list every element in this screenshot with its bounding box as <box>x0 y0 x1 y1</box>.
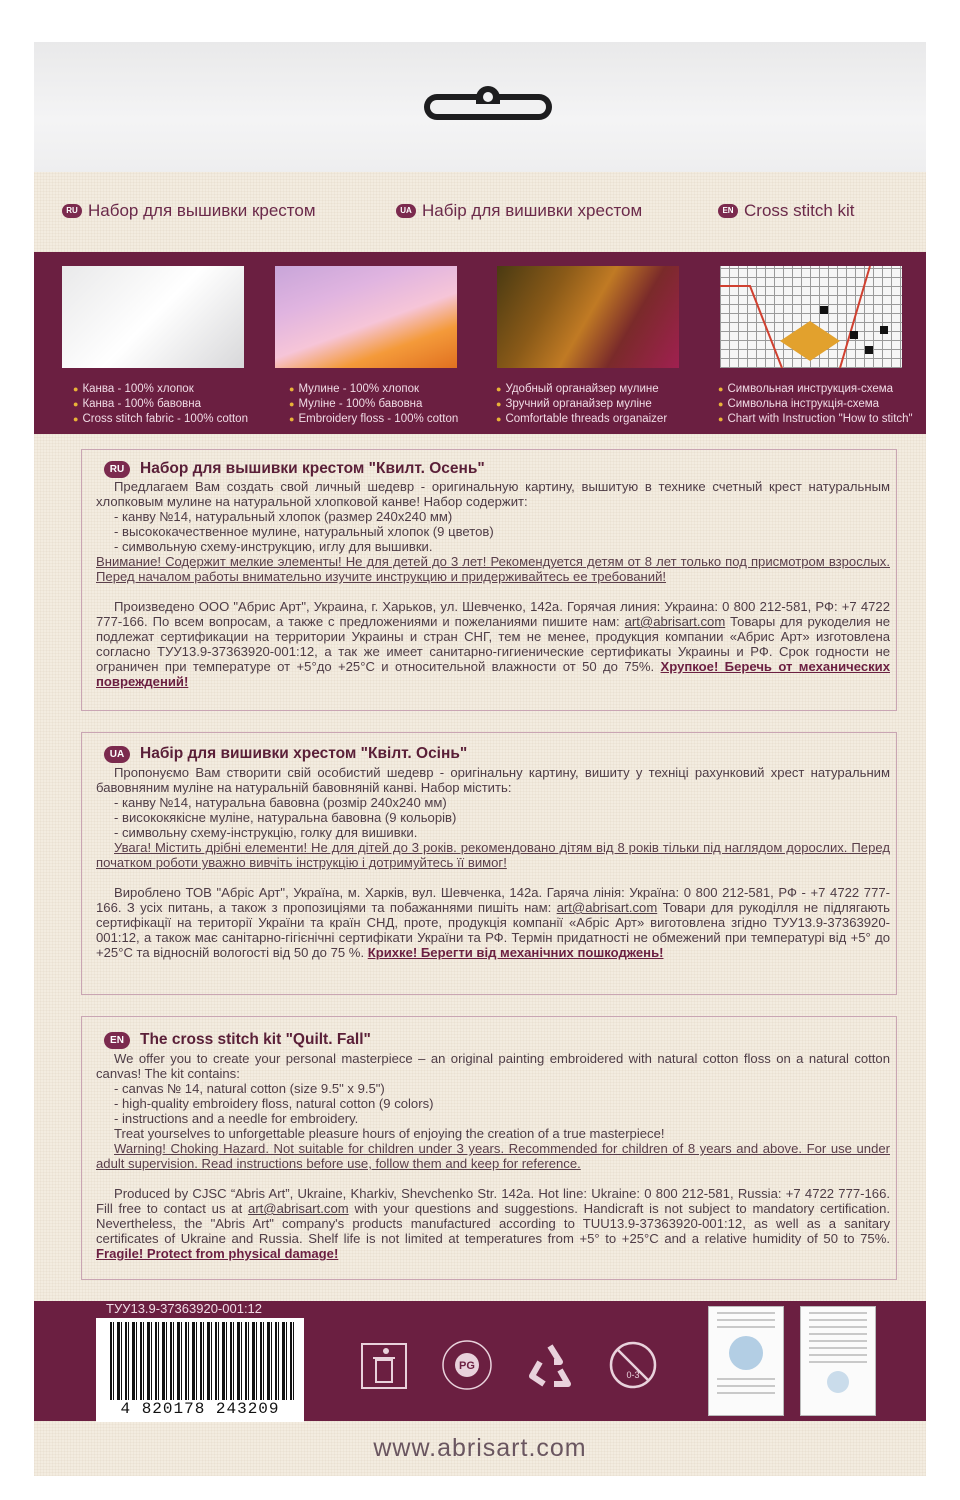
panel-body-ru <box>96 479 890 689</box>
lang-badge-ua: UA <box>396 204 416 218</box>
intro-text: Предлагаем Вам создать свой личный шедевр - оригинальную картину, вышитую в технике счетный крест натуральным хлопковым мулине на натуральной хлопковой канве! Набор содержит: <box>96 479 890 509</box>
intro-text: Пропонуємо Вам створити свій особистий шедевр - оригінальну картину, вишиту у техніці рахунковий хрест натуральним бавовняним муліне на натуральній бавовняній канві. Набор містить: <box>96 765 890 795</box>
lang-badge-ua: UA <box>104 746 130 763</box>
warning-text: Warning! Choking Hazard. Not suitable for children under 3 years. Recommended for children of 8 years and above. For use under adult supervision. Read instructions before use, follow them and keep for reference. <box>96 1141 890 1171</box>
panel-title-ru <box>104 460 485 478</box>
producer-text-a: Produced by CJSC “Abris Art”, Ukraine, Kharkiv, Shevchenko Str. 142a. Hot line: Ukraine: 0 800 212-581, Russia: +7 4722 777-166. Fill free to contact us at <box>96 1186 890 1216</box>
kit-title-ru <box>62 198 316 224</box>
producer-text-b: Товары для рукоделия не подлежат сертификации на территории Украины и стран СНГ, тем не менее, продукция компании «Абрис Арт» изготовлена согласно ТУУ13.9-37363920-001:12, а так же имеет санитарно-гигиенические сертификаты Украины и РФ. Срок годности не ограничен при температуре от +5°до +25°С и относительной влажности от 50 до 75%. <box>96 614 890 674</box>
description-panel-ua <box>81 732 897 995</box>
feature-line: ● Канва - 100% бавовна <box>73 397 248 412</box>
feature-organizer <box>496 382 667 427</box>
feature-floss <box>289 382 458 427</box>
barcode-bars <box>110 1322 296 1400</box>
fragile-warning: Крихке! Берегти від механічних пошкоджень! <box>367 945 664 960</box>
contents-item: - канву №14, натуральна бавовна (розмір 240х240 мм) <box>114 795 447 810</box>
fragile-warning: Fragile! Protect from physical damage! <box>96 1246 339 1261</box>
producer-text-b: with your questions and suggestions. Handicraft is not subject to mandatory certification. Nevertheless, the "Abris Art" company's products manufactured according to TUU13.9-37363920-001:12, as well as a sanitary certificates of Ukraine and Russia. Shelf life is not limited at temperatures from +5° to +25°C and a relative humidity of 50 to 75%. <box>96 1201 890 1246</box>
lang-badge-en: EN <box>104 1032 130 1049</box>
email-link[interactable]: art@abrisart.com <box>556 900 658 915</box>
warning-text: Увага! Містить дрібні елементи! Не для дітей до 3 років. рекомендовано дітям від 8 років тільки під наглядом дорослих. Перед початком роботи уважно вивчіть інструкцію і дотримуйтесь її вимог! <box>96 840 890 870</box>
email-link[interactable]: art@abrisart.com <box>624 614 726 629</box>
producer-text <box>96 885 890 960</box>
organizer-photo <box>497 266 679 368</box>
email-link[interactable]: art@abrisart.com <box>248 1201 349 1216</box>
panel-body-en <box>96 1051 890 1261</box>
feature-line: ● Канва - 100% хлопок <box>73 382 248 397</box>
chart-preview-icon <box>720 266 902 368</box>
fragile-warning: Хрупкое! Беречь от механических повреждений! <box>96 659 890 689</box>
canvas-fabric-photo <box>62 266 244 368</box>
description-panel-en <box>81 1016 897 1280</box>
feature-chart <box>718 382 913 427</box>
feature-line: ● Cross stitch fabric - 100% cotton <box>73 412 248 427</box>
panel-title-ua <box>104 745 467 763</box>
recycling-arrows-icon <box>524 1340 576 1392</box>
feature-line: ● Символьная инструкция-схема <box>718 382 913 397</box>
kit-title-en <box>718 198 855 224</box>
contents-item: - instructions and a needle for embroidery. <box>114 1111 359 1126</box>
panel-title-text: The cross stitch kit "Quilt. Fall" <box>140 1031 371 1048</box>
panel-title-text: Набір для вишивки хрестом "Квілт. Осінь" <box>140 745 468 762</box>
kit-title-ua <box>396 198 642 224</box>
chart-photo <box>720 266 902 368</box>
producer-text-b: Товари для рукоділля не підлягають сертифікації на території України та країн СНД, проте, продукція компанії «Абріс Арт» виготовлена згідно ТУУ13.9-37363920-001:12, а також має санітарно-гігієнічні сертифікати України та РФ. Термін придатності не обмежений при температурі від +5° до +25°С та відносній вологості від 50 до 75 %. <box>96 900 891 960</box>
lang-badge-ru: RU <box>104 461 130 478</box>
feature-line: ● Муліне - 100% бавовна <box>289 397 458 412</box>
kit-title-ua-text: Набір для вишивки хрестом <box>422 201 643 220</box>
contents-item: - висококякісне муліне, натуральна бавовна (9 кольорів) <box>114 810 457 825</box>
contents-item: - high-quality embroidery floss, natural cotton (9 colors) <box>114 1096 434 1111</box>
contents-item: - символьную схему-инструкцию, иглу для вышивки. <box>114 539 433 554</box>
recycle-bin-icon <box>360 1342 408 1390</box>
age-warning-icon <box>606 1338 660 1392</box>
lang-badge-ru: RU <box>62 204 82 218</box>
kit-title-ru-text: Набор для вышивки крестом <box>88 201 316 220</box>
producer-text <box>96 599 890 689</box>
barcode <box>96 1318 304 1422</box>
website-url[interactable]: www.abrisart.com <box>373 1434 587 1462</box>
age-label: 0-3 <box>626 1370 640 1380</box>
contents-item: - canvas № 14, natural cotton (size 9.5" x 9.5") <box>114 1081 385 1096</box>
feature-line: ● Embroidery floss - 100% cotton <box>289 412 458 427</box>
outro-text: Treat yourselves to unforgettable pleasure hours of enjoying the creation of a true masterpiece! <box>114 1126 665 1141</box>
panel-body-ua <box>96 765 890 960</box>
feature-line: ● Comfortable threads organaizer <box>496 412 667 427</box>
tuu-code: ТУУ13.9-37363920-001:12 <box>106 1301 263 1316</box>
barcode-number: 4 820178 243209 <box>120 1400 280 1418</box>
producer-text <box>96 1186 890 1261</box>
certificate-ukraine <box>708 1306 784 1416</box>
description-panel-ru <box>81 449 897 711</box>
producer-text-a: Произведено ООО "Абрис Арт", Украина, г. Харьков, ул. Шевченко, 142а. Горячая линия: Украина: 0 800 212-581, РФ: +7 4722 777-166. По всем вопросам, а также с предложениями и пожеланиями пишите нам: <box>96 599 890 629</box>
kit-title-en-text: Cross stitch kit <box>744 201 855 220</box>
feature-canvas <box>73 382 248 427</box>
svg-text:PG: PG <box>459 1360 475 1372</box>
floss-photo <box>275 266 457 368</box>
contents-item: - высококачественное мулине, натуральный хлопок (9 цветов) <box>114 524 494 539</box>
feature-line: ● Символьна інструкція-схема <box>718 397 913 412</box>
contents-item: - канву №14, натуральный хлопок (размер 240х240 мм) <box>114 509 453 524</box>
panel-title-text: Набор для вышивки крестом "Квилт. Осень" <box>140 460 485 477</box>
feature-line: ● Зручний органайзер муліне <box>496 397 667 412</box>
producer-text-a: Вироблено ТОВ "Абріс Арт", Україна, м. Харків, вул. Шевченка, 142а. Гаряча лінія: Україна: 0 800 212-581, РФ - +7 4722 777-166. З усіх питань, а також з пропозиціями та побажаннями пишіть нам: <box>96 885 890 915</box>
contents-item: - символьну схему-інструкцію, голку для вишивки. <box>114 825 418 840</box>
hang-notch <box>476 86 500 104</box>
feature-line: ● Удобный органайзер мулине <box>496 382 667 397</box>
lang-badge-en: EN <box>718 204 738 218</box>
panel-title-en <box>104 1031 371 1049</box>
feature-line: ● Мулине - 100% хлопок <box>289 382 458 397</box>
feature-line: ● Chart with Instruction "How to stitch" <box>718 412 913 427</box>
voluntary-certification-icon <box>440 1338 494 1392</box>
intro-text: We offer you to create your personal masterpiece – an original painting embroidered with natural cotton floss on a natural cotton canvas! The kit contains: <box>96 1051 890 1081</box>
certificate-russia <box>800 1306 876 1416</box>
warning-text: Внимание! Содержит мелкие элементы! Не для детей до 3 лет! Рекомендуется детям от 8 лет только под присмотром взрослых. Перед началом работы внимательно изучите инструкцию и придерживайтесь ее требований! <box>96 554 890 584</box>
